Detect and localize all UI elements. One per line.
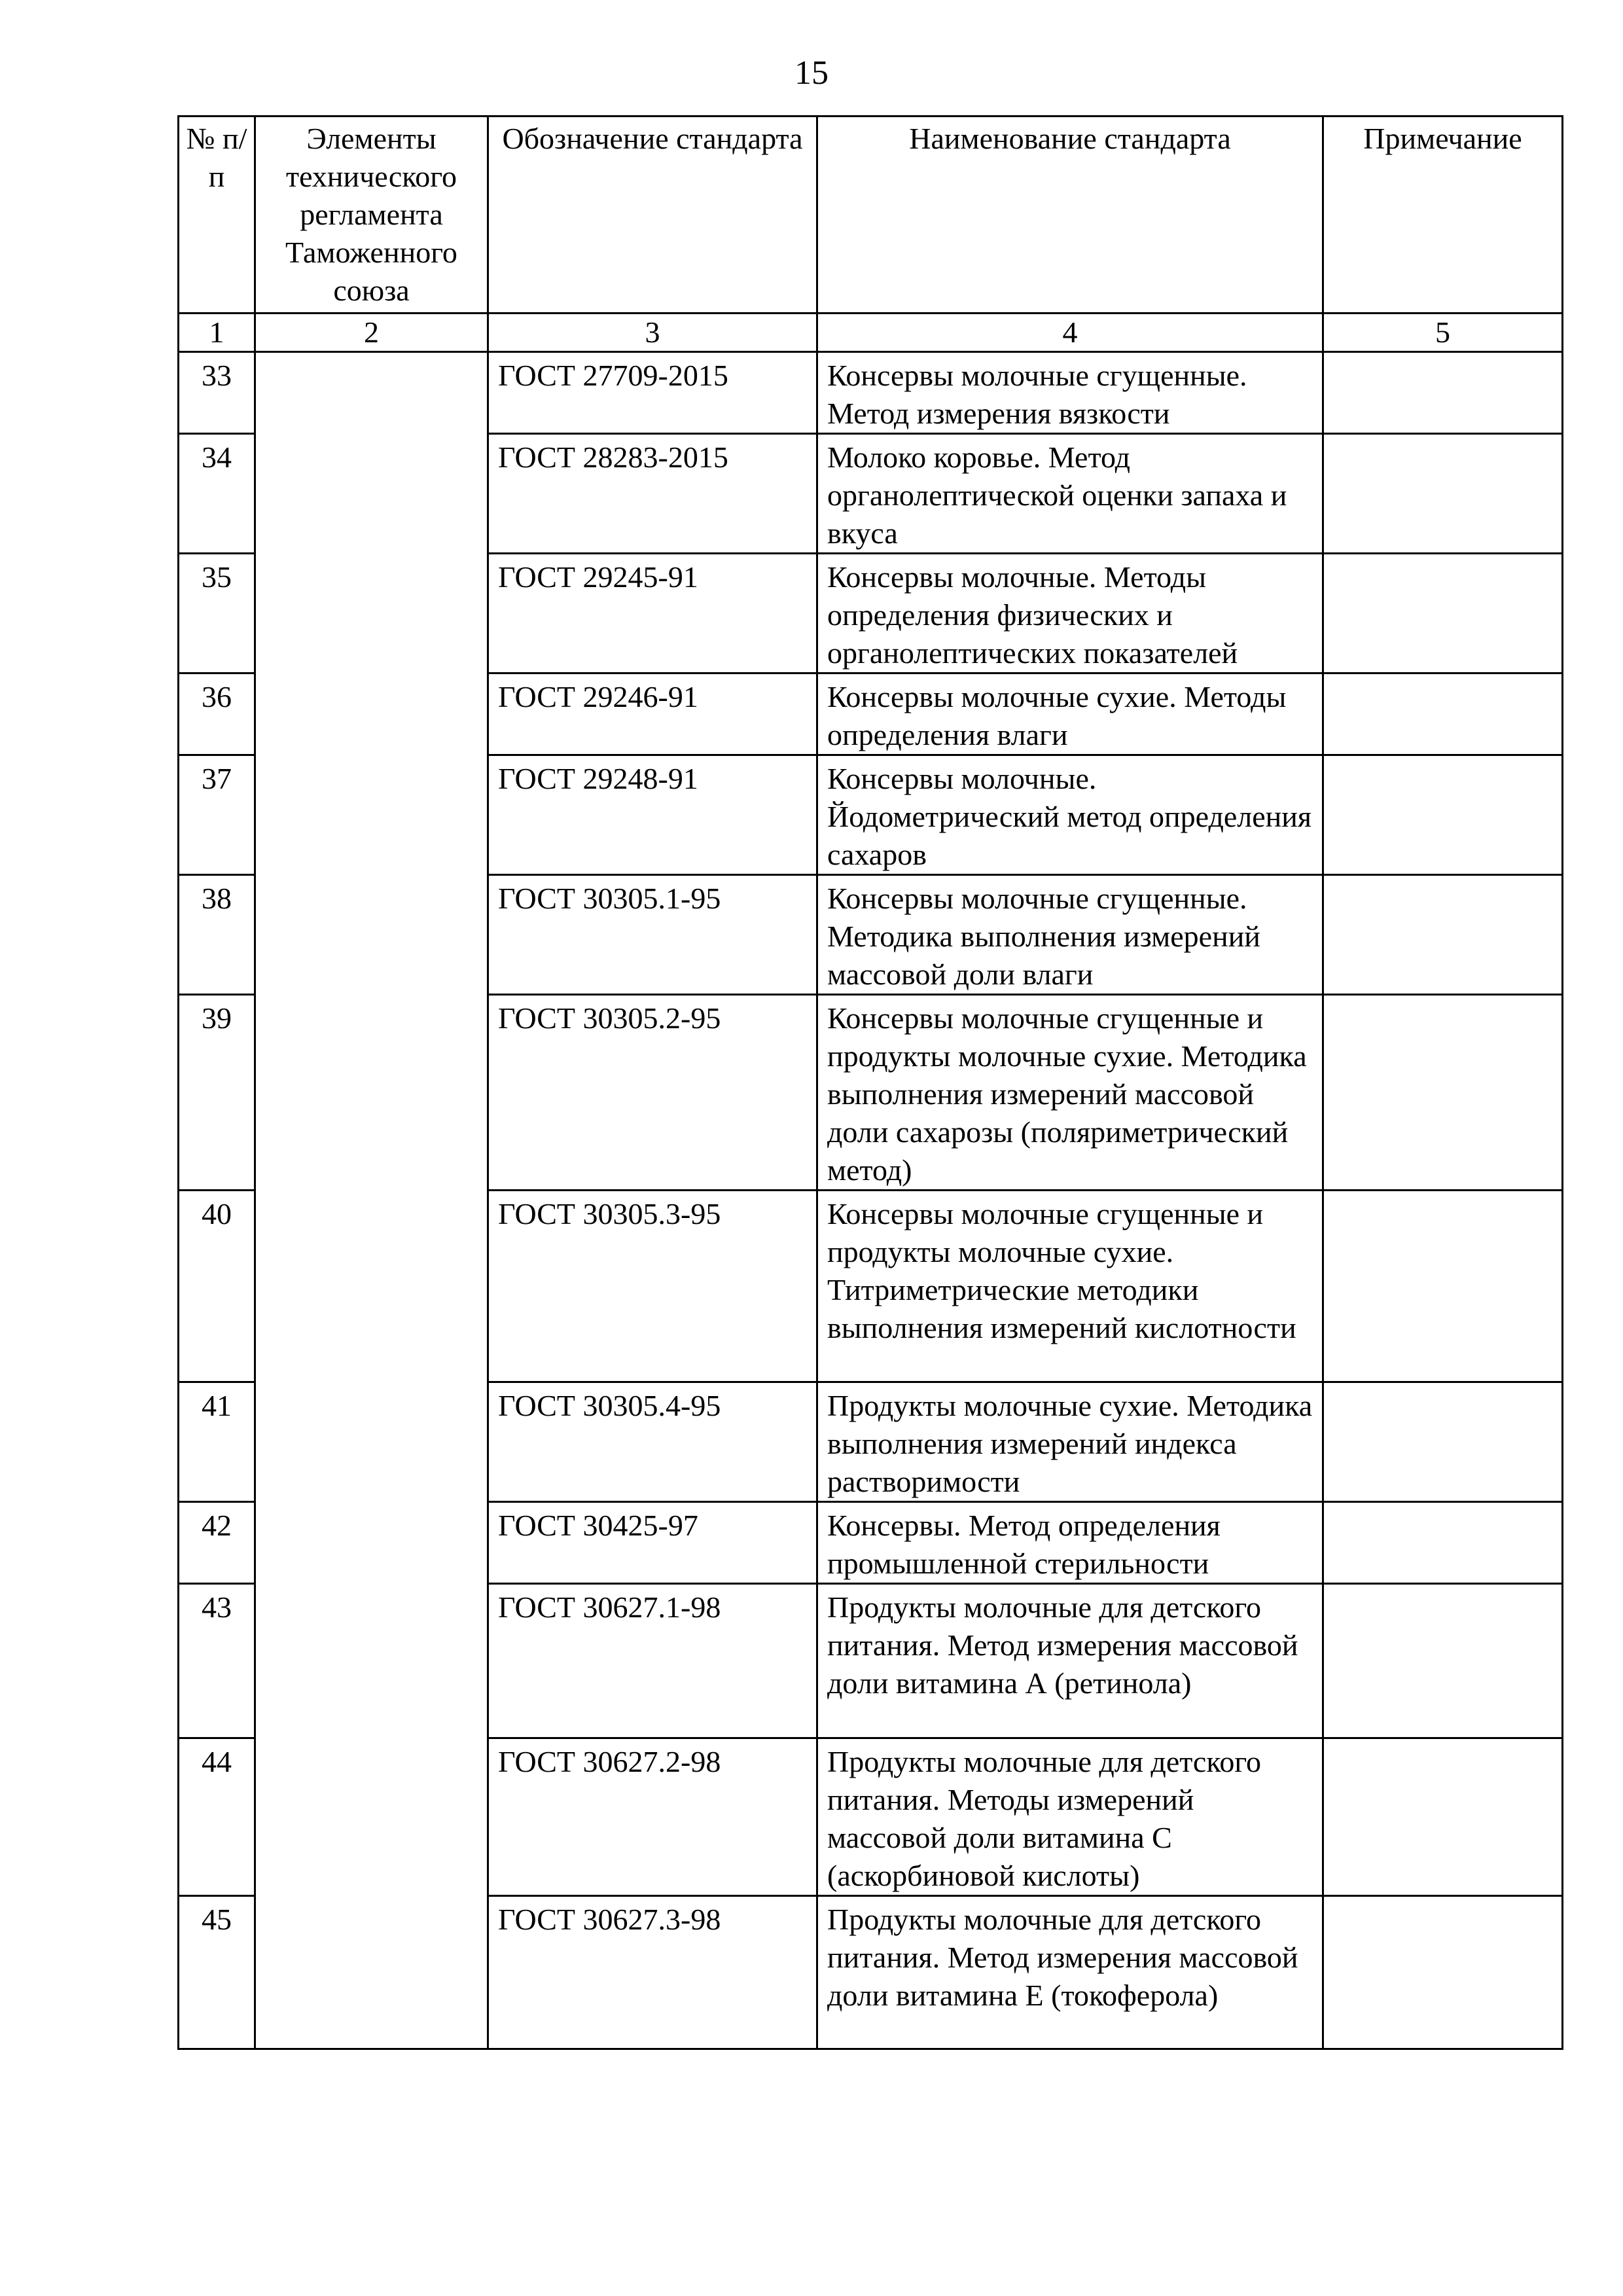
- row-number: 39: [179, 995, 255, 1191]
- note-cell: [1323, 1502, 1563, 1584]
- note-cell: [1323, 1738, 1563, 1896]
- standard-designation: ГОСТ 28283-2015: [488, 434, 817, 554]
- standard-designation: ГОСТ 30627.2-98: [488, 1738, 817, 1896]
- row-number: 35: [179, 554, 255, 673]
- standard-designation: ГОСТ 30425-97: [488, 1502, 817, 1584]
- standard-name: Консервы молочные сгущенные. Методика выполнения измерений массовой доли влаги: [817, 875, 1323, 995]
- standard-name: Консервы молочные сгущенные и продукты молочные сухие. Методика выполнения измерений массовой доли сахарозы (поляриметрический метод): [817, 995, 1323, 1191]
- header-row: [179, 117, 1563, 314]
- row-number: 34: [179, 434, 255, 554]
- note-cell: [1323, 1584, 1563, 1738]
- row-number: 33: [179, 352, 255, 434]
- standard-designation: ГОСТ 30305.3-95: [488, 1191, 817, 1382]
- row-number: 43: [179, 1584, 255, 1738]
- note-cell: [1323, 755, 1563, 875]
- row-number: 42: [179, 1502, 255, 1584]
- standard-name: Консервы молочные сгущенные. Метод измерения вязкости: [817, 352, 1323, 434]
- standard-name: Консервы молочные сгущенные и продукты молочные сухие. Титриметрические методики выполнения измерений кислотности: [817, 1191, 1323, 1382]
- column-number: 1: [179, 314, 255, 352]
- regulation-elements-cell: [255, 352, 488, 2049]
- row-number: 44: [179, 1738, 255, 1896]
- note-cell: [1323, 554, 1563, 673]
- standard-name: Консервы молочные. Методы определения физических и органолептических показателей: [817, 554, 1323, 673]
- note-cell: [1323, 1191, 1563, 1382]
- note-cell: [1323, 1896, 1563, 2049]
- header-standard-name: Наименование стандарта: [817, 117, 1323, 314]
- column-number: 4: [817, 314, 1323, 352]
- page-number: 15: [794, 54, 829, 92]
- row-number: 40: [179, 1191, 255, 1382]
- standard-name: Продукты молочные для детского питания. Метод измерения массовой доли витамина А (ретинола): [817, 1584, 1323, 1738]
- standard-name: Консервы молочные. Йодометрический метод определения сахаров: [817, 755, 1323, 875]
- standard-designation: ГОСТ 30305.2-95: [488, 995, 817, 1191]
- column-number: 5: [1323, 314, 1563, 352]
- standard-name: Консервы. Метод определения промышленной стерильности: [817, 1502, 1323, 1584]
- note-cell: [1323, 1382, 1563, 1502]
- header-designation: Обозначение стандарта: [488, 117, 817, 314]
- note-cell: [1323, 673, 1563, 755]
- standard-name: Продукты молочные для детского питания. Метод измерения массовой доли витамина Е (токоферола): [817, 1896, 1323, 2049]
- standard-designation: ГОСТ 27709-2015: [488, 352, 817, 434]
- row-number: 38: [179, 875, 255, 995]
- standard-designation: ГОСТ 29246-91: [488, 673, 817, 755]
- row-number: 36: [179, 673, 255, 755]
- standard-name: Продукты молочные для детского питания. Методы измерений массовой доли витамина С (аскорбиновой кислоты): [817, 1738, 1323, 1896]
- header-number: № п/п: [179, 117, 255, 314]
- standards-table: [177, 115, 1563, 2050]
- note-cell: [1323, 995, 1563, 1191]
- note-cell: [1323, 875, 1563, 995]
- header-note: Примечание: [1323, 117, 1563, 314]
- standard-name: Консервы молочные сухие. Методы определения влаги: [817, 673, 1323, 755]
- standard-designation: ГОСТ 30627.3-98: [488, 1896, 817, 2049]
- column-number-row: [179, 314, 1563, 352]
- table-row: [179, 352, 1563, 434]
- note-cell: [1323, 352, 1563, 434]
- standard-name: Молоко коровье. Метод органолептической оценки запаха и вкуса: [817, 434, 1323, 554]
- row-number: 41: [179, 1382, 255, 1502]
- standard-name: Продукты молочные сухие. Методика выполнения измерений индекса растворимости: [817, 1382, 1323, 1502]
- standard-designation: ГОСТ 29248-91: [488, 755, 817, 875]
- row-number: 37: [179, 755, 255, 875]
- row-number: 45: [179, 1896, 255, 2049]
- header-elements: Элементы технического регламента Таможенного союза: [255, 117, 488, 314]
- note-cell: [1323, 434, 1563, 554]
- standard-designation: ГОСТ 30305.1-95: [488, 875, 817, 995]
- standard-designation: ГОСТ 29245-91: [488, 554, 817, 673]
- column-number: 2: [255, 314, 488, 352]
- standard-designation: ГОСТ 30305.4-95: [488, 1382, 817, 1502]
- standard-designation: ГОСТ 30627.1-98: [488, 1584, 817, 1738]
- column-number: 3: [488, 314, 817, 352]
